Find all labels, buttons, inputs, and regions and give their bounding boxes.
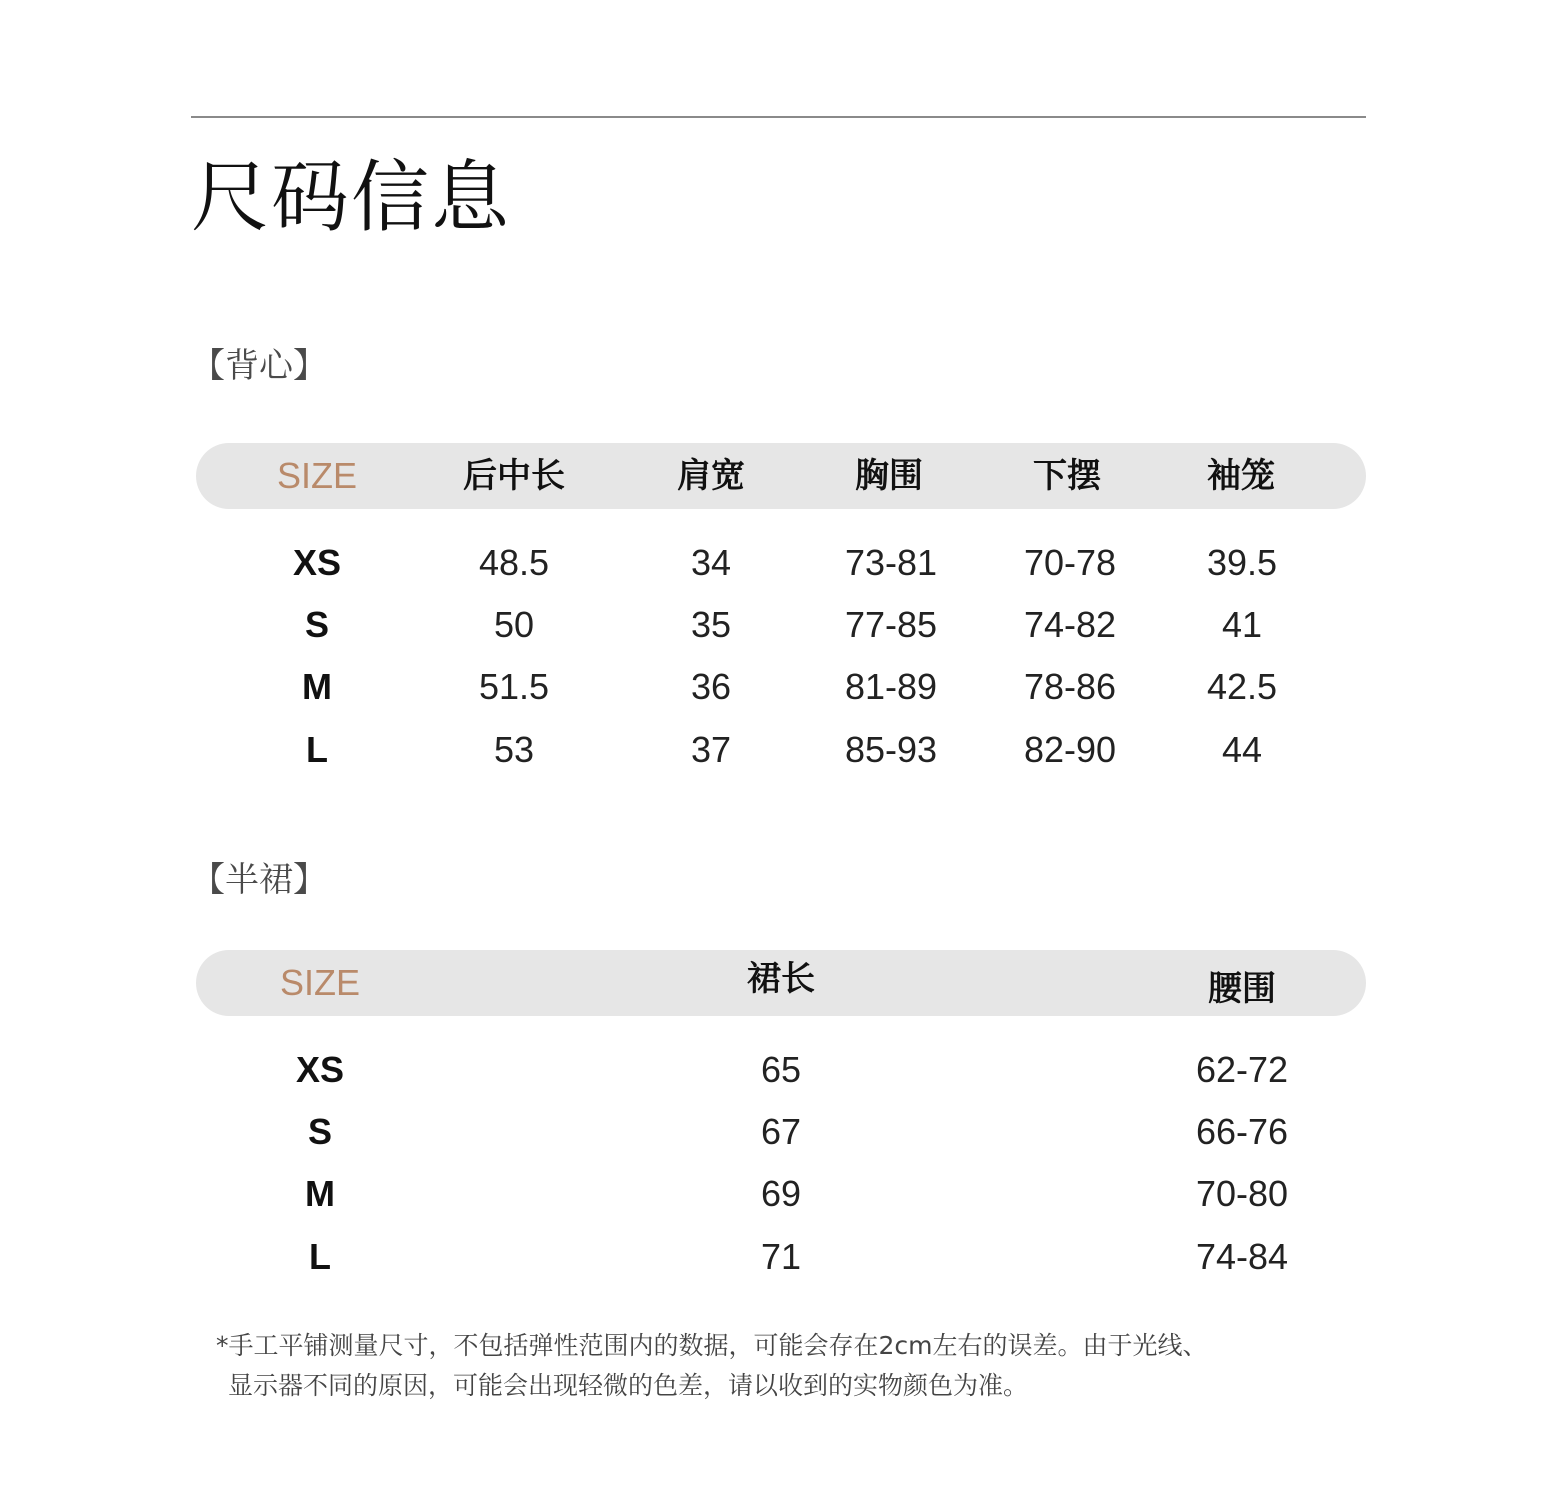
- hem-cell: 82-90: [1023, 729, 1117, 770]
- armhole-cell: 44: [1221, 729, 1263, 770]
- size-cell: M: [302, 666, 332, 707]
- skirt-length-cell: 71: [760, 1236, 802, 1277]
- page-title: 尺码信息: [191, 153, 512, 243]
- note-line-2: 显示器不同的原因，可能会出现轻微的色差，请以收到的实物颜色为准。: [228, 1371, 1029, 1400]
- shoulder-cell: 35: [690, 604, 732, 645]
- hem-cell: 74-82: [1023, 604, 1117, 645]
- waist-cell: 74-84: [1195, 1236, 1289, 1277]
- size-cell: M: [305, 1173, 335, 1214]
- vest-header-bar: [196, 443, 1366, 509]
- skirt-length-cell: 65: [760, 1049, 802, 1090]
- waist-cell: 62-72: [1195, 1049, 1289, 1090]
- back-length-cell: 51.5: [478, 666, 550, 707]
- skirt-header-waist: 腰围: [1208, 969, 1276, 1009]
- vest-row-xs: [0, 532, 1563, 594]
- skirt-row-m: [0, 1163, 1563, 1225]
- size-cell: L: [309, 1236, 331, 1277]
- skirt-row-l: [0, 1226, 1563, 1288]
- armhole-cell: 42.5: [1206, 666, 1278, 707]
- chest-cell: 77-85: [844, 604, 938, 645]
- skirt-header-length: 裙长: [747, 959, 815, 999]
- skirt-header-bar: [196, 950, 1366, 1016]
- armhole-cell: 41: [1221, 604, 1263, 645]
- vest-row-s: [0, 594, 1563, 656]
- vest-row-l: [0, 719, 1563, 781]
- size-cell: S: [307, 1111, 333, 1152]
- shoulder-cell: 36: [690, 666, 732, 707]
- back-length-cell: 53: [493, 729, 535, 770]
- skirt-section-label: 【半裙】: [191, 860, 327, 900]
- hem-cell: 70-78: [1023, 542, 1117, 583]
- skirt-length-cell: 69: [760, 1173, 802, 1214]
- size-cell: XS: [292, 542, 342, 583]
- waist-cell: 66-76: [1195, 1111, 1289, 1152]
- vest-header-size: SIZE: [276, 455, 358, 496]
- back-length-cell: 48.5: [478, 542, 550, 583]
- skirt-row-s: [0, 1101, 1563, 1163]
- vest-header-shoulder: 肩宽: [677, 456, 745, 496]
- size-cell: XS: [295, 1049, 345, 1090]
- chest-cell: 85-93: [844, 729, 938, 770]
- hem-cell: 78-86: [1023, 666, 1117, 707]
- vest-header-chest: 胸围: [855, 456, 923, 496]
- note-line-1: *手工平铺测量尺寸，不包括弹性范围内的数据，可能会存在2cm左右的误差。由于光线、: [216, 1331, 1208, 1360]
- back-length-cell: 50: [493, 604, 535, 645]
- vest-row-m: [0, 656, 1563, 718]
- size-cell: L: [306, 729, 328, 770]
- skirt-header-size: SIZE: [279, 962, 361, 1003]
- skirt-row-xs: [0, 1039, 1563, 1101]
- size-cell: S: [304, 604, 330, 645]
- vest-header-back-length: 后中长: [463, 456, 565, 496]
- measurement-note: [216, 1326, 1208, 1406]
- shoulder-cell: 34: [690, 542, 732, 583]
- vest-section-label: 【背心】: [191, 346, 327, 386]
- vest-header-armhole: 袖笼: [1207, 456, 1275, 496]
- armhole-cell: 39.5: [1206, 542, 1278, 583]
- top-divider: [191, 116, 1366, 118]
- chest-cell: 81-89: [844, 666, 938, 707]
- shoulder-cell: 37: [690, 729, 732, 770]
- chest-cell: 73-81: [844, 542, 938, 583]
- waist-cell: 70-80: [1195, 1173, 1289, 1214]
- vest-header-hem: 下摆: [1033, 456, 1101, 496]
- skirt-length-cell: 67: [760, 1111, 802, 1152]
